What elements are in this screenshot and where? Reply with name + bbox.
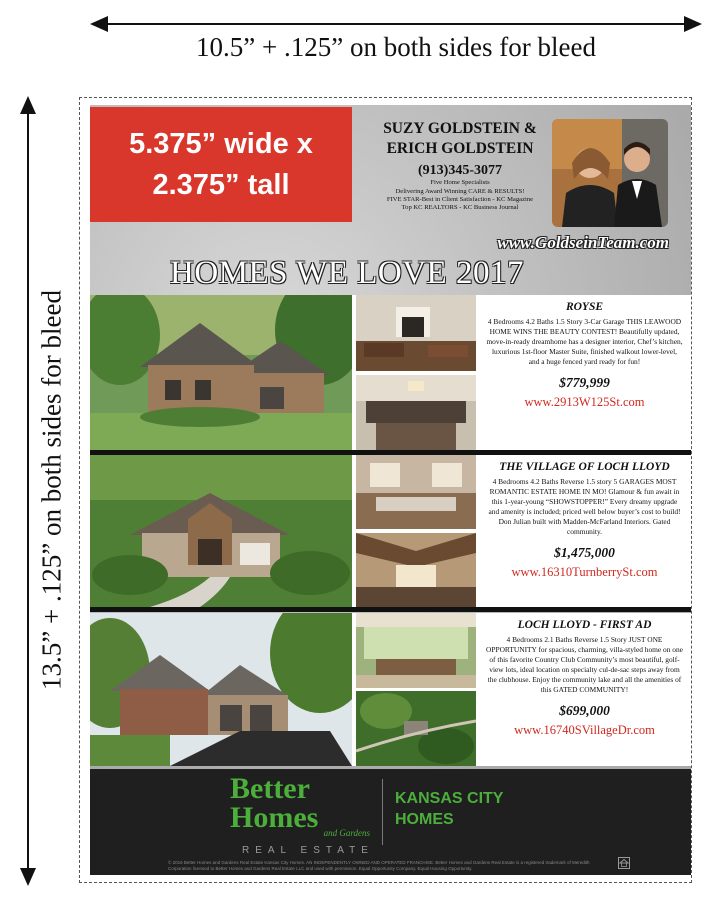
listing-aerial-photo [356, 691, 476, 766]
listing-card [90, 613, 691, 766]
size-line-2: 2.375” tall [152, 168, 290, 201]
listing-interior-photo [356, 375, 476, 450]
listing-title: ROYSE [565, 301, 604, 313]
listing-info [482, 295, 687, 450]
brand-line-2: Homes [230, 800, 319, 834]
listing-title: THE VILLAGE OF LOCH LLOYD [499, 461, 670, 473]
listing-price: $699,000 [559, 702, 610, 718]
listing-card [90, 455, 691, 607]
agent-info [370, 119, 550, 212]
listing-interior-photo [356, 613, 476, 688]
listing-interior-photo [356, 533, 476, 607]
listing-main-photo [90, 455, 352, 607]
brand-line-1: Better [230, 772, 310, 805]
market-line-1: KANSAS CITY [395, 790, 504, 807]
height-dimension-label: 13.5” + .125” on both sides for bleed [36, 290, 67, 690]
listing-description: 4 Bedrooms 2.1 Baths Reverse 1.5 Story JUST ONE OPPORTUNITY for spacious, charming, villa-styled home on one of this favorite Country Club Community’s most beautiful, golf-view lots, ideal location on specialty cul-de-sac steps away from the clubhouse. Enjoy the community lake and all the amenities of this GATED COMMUNITY! [486, 635, 683, 694]
listing-interior-photo [356, 455, 476, 529]
size-line-1: 5.375” wide x [129, 127, 313, 160]
footer-divider [382, 779, 383, 845]
listing-interior-photo [356, 295, 476, 371]
agent-phone: (913)345-3077 [418, 163, 502, 179]
ad-page [90, 105, 691, 875]
listing-price: $1,475,000 [554, 544, 615, 560]
listing-price: $779,999 [559, 374, 610, 390]
listing-url: www.2913W125St.com [524, 394, 645, 409]
brand-logo [230, 772, 380, 838]
agent-names-line-2: ERICH GOLDSTEIN [386, 140, 534, 158]
market-line-2: HOMES [395, 810, 454, 828]
width-dimension-label: 10.5” + .125” on both sides for bleed [196, 32, 596, 62]
tagline-line: Top KC REALTORS - KC Business Journal [401, 203, 519, 211]
listing-info [482, 613, 687, 766]
headline: HOMES WE LOVE 2017 [170, 255, 524, 291]
agent-tagline [370, 179, 550, 212]
listing-url: www.16740SVillageDr.com [514, 722, 655, 737]
listing-description: 4 Bedrooms 4.2 Baths 1.5 Story 3-Car Garage THIS LEAWOOD HOME WINS THE BEAUTY CONTEST! Beautifully updated, move-in-ready dreamhome has a designer interior, Chef’s kitchen, luxurious 1st-floor Master Suite, finished walkout lower-level, and a huge fenced yard ready for fun! [486, 317, 683, 366]
width-dimension-arrow [90, 14, 702, 34]
listing-main-photo [90, 613, 352, 766]
listing-info [482, 455, 687, 607]
legal-disclaimer: © 2016 Better Homes and Gardens Real Estate Kansas City Homes. AN INDEPENDENTLY OWNED AND OPERATED FRANCHISE. Better Homes and Gardens Real Estate is a registered trademark of Meredith Corporation licensed to Better Homes and Gardens Real Estate LLC and used with permission. Equal Opportunity Company. Equal Housing Opportunity. [168, 860, 590, 871]
height-dimension-arrow [18, 96, 38, 886]
agents-photo [552, 119, 668, 227]
listing-title: LOCH LLOYD - FIRST AD [517, 619, 652, 631]
section-divider [90, 607, 691, 612]
listing-card [90, 295, 691, 450]
website-url: www.GoldseinTeam.com [497, 233, 669, 252]
tagline-line: Five Home Specialists [430, 179, 490, 187]
listing-description: 4 Bedrooms 4.2 Baths Reverse 1.5 story 5 GARAGES MOST ROMANTIC ESTATE HOME IN MO! Glamour & fun await in this 1-year-young “SHOWSTOPPER!” Every dreamy upgrade and amenity is included; priced well below buyer’s cost to build! Don Julian built with Madden-McFarland Interiors. Gated community. [488, 477, 681, 536]
ad-size-box [90, 107, 352, 222]
brand-real-estate: REAL ESTATE [242, 845, 374, 856]
listing-url: www.16310TurnberrySt.com [511, 564, 658, 579]
agent-names-line-1: SUZY GOLDSTEIN & [383, 120, 537, 137]
tagline-line: Delivering Award Winning CARE & RESULTS! [395, 187, 525, 195]
brand-line-3: and Gardens [323, 828, 370, 838]
listing-main-photo [90, 295, 352, 450]
equal-housing-icon [618, 856, 630, 868]
ad-footer [90, 769, 691, 875]
market-name [395, 789, 503, 831]
tagline-line: FIVE STAR-Best in Client Satisfaction - KC Magazine [386, 195, 534, 203]
